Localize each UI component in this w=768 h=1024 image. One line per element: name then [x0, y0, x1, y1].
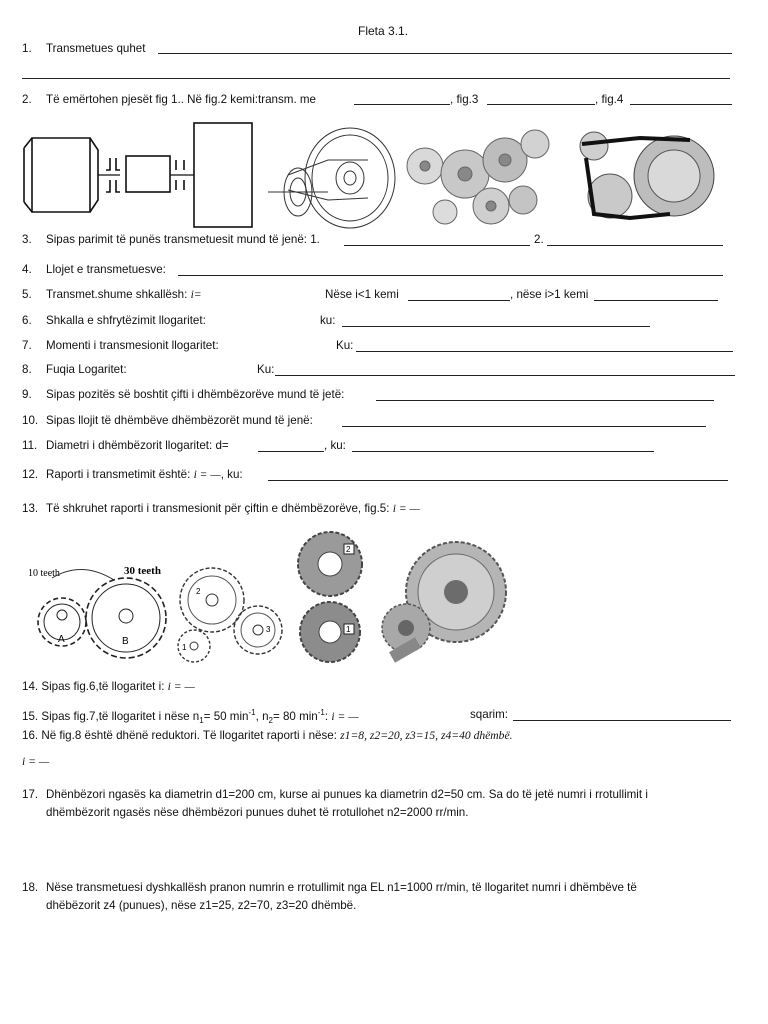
fig5-left-label: 10 teeth — [28, 568, 60, 579]
fig5-right-label: 30 teeth — [124, 565, 161, 577]
question-number: 13. — [22, 502, 39, 515]
answer-line[interactable] — [342, 426, 706, 427]
gear-2-label: 2 — [196, 587, 201, 596]
ku-label: Ku: — [257, 363, 275, 376]
question-text: Raporti i transmetimit është: — [46, 468, 191, 481]
answer-line[interactable] — [352, 451, 654, 452]
question-text: Transmet.shume shkallësh: — [46, 288, 188, 301]
teeth-values: z1=8, z2=20, z3=15, z4=40 dhëmbë. — [340, 729, 513, 742]
question-text: Llojet e transmetuesve: — [46, 263, 166, 276]
question-2 — [22, 93, 316, 106]
question-9 — [22, 388, 344, 401]
condition-text: Nëse i<1 kemi — [325, 288, 399, 301]
gear-a-label: A — [58, 634, 65, 645]
question-text: Momenti i transmesionit llogaritet: — [46, 339, 219, 352]
question-18 — [22, 881, 637, 894]
answer-line[interactable] — [258, 451, 324, 452]
fig4-label: , fig.4 — [595, 93, 624, 106]
fig3-gear-train-image — [405, 124, 553, 228]
question-13 — [22, 502, 420, 515]
question-text: Diametri i dhëmbëzorit llogaritet: d= — [46, 439, 229, 452]
question-number: 5. — [22, 288, 32, 301]
question-number: 1. — [22, 42, 32, 55]
question-text: Shkalla e shfrytëzimit llogaritet: — [46, 314, 206, 327]
question-4 — [22, 263, 166, 276]
ratio-symbol: i= — [190, 288, 202, 301]
question-text: 16. Në fig.8 është dhënë reduktori. Të llogaritet raporti i nëse: — [22, 729, 337, 742]
fig4-belt-drive-image — [570, 126, 708, 228]
colon: : — [324, 709, 329, 723]
fig3-label: , fig.3 — [450, 93, 479, 106]
question-11 — [22, 439, 229, 452]
ratio-formula: i = — — [392, 502, 420, 515]
gear-1-label: 1 — [182, 643, 187, 652]
answer-line[interactable] — [178, 275, 723, 276]
n2-value: = 80 min — [272, 709, 318, 723]
ku-label: , ku: — [324, 439, 346, 452]
answer-line[interactable] — [376, 400, 714, 401]
n1-value: = 50 min — [203, 709, 249, 723]
answer-line[interactable] — [22, 78, 730, 79]
answer-line[interactable] — [356, 351, 733, 352]
answer-line[interactable] — [275, 375, 735, 376]
question-8 — [22, 363, 127, 376]
question-16 — [22, 729, 513, 742]
fig2-gear-drawing — [268, 120, 400, 230]
n2-exponent: -1 — [317, 708, 325, 717]
question-number: 8. — [22, 363, 32, 376]
question-17 — [22, 788, 648, 801]
question-14 — [22, 680, 195, 693]
fig8-reducer-image — [376, 528, 506, 668]
answer-line[interactable] — [342, 326, 650, 327]
question-text: Sipas parimit të punës transmetuesit mund të jenë: 1. — [46, 233, 320, 246]
question-number: 10. — [22, 414, 39, 427]
gear-b-label: B — [122, 636, 129, 647]
answer-line[interactable] — [408, 300, 510, 301]
answer-line[interactable] — [344, 245, 530, 246]
gear-3-label: 3 — [266, 625, 271, 634]
question-text: Të shkruhet raporti i transmesionit për çiftin e dhëmbëzorëve, fig.5: — [46, 502, 390, 515]
question-6 — [22, 314, 206, 327]
fig7-gear-pair-image — [292, 528, 370, 666]
ku-label: , ku: — [220, 468, 243, 481]
page-title: Fleta 3.1. — [358, 24, 409, 38]
question-15 — [22, 708, 359, 725]
ratio-formula: i = — — [193, 468, 221, 481]
answer-line[interactable] — [630, 104, 732, 105]
question-text: Sipas llojit të dhëmbëve dhëmbëzorët mund të jenë: — [46, 414, 313, 427]
n2-subscript: 2 — [268, 716, 273, 726]
question-text: 14. Sipas fig.6,të llogaritet i: — [22, 680, 165, 693]
answer-line[interactable] — [354, 104, 450, 105]
question-line-2: dhëmbëzorit ngasës nëse dhëmbëzori punues duhet të rrotullohet n2=2000 rr/min. — [46, 806, 469, 819]
question-line-1: Nëse transmetuesi dyshkallësh pranon numrin e rrotullimit nga EL n1=1000 rr/min, të llogaritet numri i dhëmbëve të — [46, 881, 637, 894]
question-5 — [22, 288, 202, 301]
question-3 — [22, 233, 320, 246]
ku-label: ku: — [320, 314, 336, 327]
answer-line[interactable] — [547, 245, 723, 246]
question-number: 17. — [22, 788, 39, 801]
question-1 — [22, 42, 145, 55]
fig6-gear-train-diagram — [174, 560, 284, 666]
question-text: Fuqia Logaritet: — [46, 363, 127, 376]
question-number: 4. — [22, 263, 32, 276]
answer-line[interactable] — [158, 53, 732, 54]
question-text: 15. Sipas fig.7,të llogaritet i nëse n — [22, 709, 200, 723]
fig1-shaft-coupling-diagram — [20, 118, 260, 230]
ratio-formula: i = — — [331, 709, 359, 723]
answer-line[interactable] — [487, 104, 595, 105]
question-12 — [22, 468, 243, 481]
question-number: 3. — [22, 233, 32, 246]
fig5-gear-pair-diagram — [22, 560, 170, 662]
ratio-formula: i = — — [22, 755, 50, 768]
n1-exponent: -1 — [248, 708, 256, 717]
answer-line[interactable] — [594, 300, 718, 301]
n1-subscript: 1 — [199, 716, 204, 726]
ku-label: Ku: — [336, 339, 354, 352]
question-10 — [22, 414, 313, 427]
answer-line[interactable] — [268, 480, 728, 481]
answer-line[interactable] — [513, 720, 731, 721]
question-number: 18. — [22, 881, 39, 894]
question-7 — [22, 339, 219, 352]
question-text: Transmetues quhet — [46, 42, 146, 55]
gear-1-label: 1 — [346, 625, 351, 634]
question-number: 11. — [22, 439, 38, 452]
sqarim-label: sqarim: — [470, 708, 509, 721]
question-line-1: Dhënbëzori ngasës ka diametrin d1=200 cm, kurse ai punues ka diametrin d2=50 cm. Sa do të jetë numri i rrotullimit i — [46, 788, 648, 801]
gear-2-label: 2 — [346, 545, 351, 554]
question-number: 2. — [22, 93, 32, 106]
question-number: 12. — [22, 468, 39, 481]
condition-text-2: , nëse i>1 kemi — [510, 288, 589, 301]
option-2-label: 2. — [534, 233, 544, 246]
question-number: 9. — [22, 388, 32, 401]
n2-text: , n — [255, 709, 269, 723]
question-number: 6. — [22, 314, 32, 327]
ratio-formula: i = — — [167, 680, 195, 693]
question-text: Sipas pozitës së boshtit çifti i dhëmbëzorëve mund të jetë: — [46, 388, 345, 401]
question-number: 7. — [22, 339, 32, 352]
question-text: Të emërtohen pjesët fig 1.. Në fig.2 kemi:transm. me — [46, 93, 316, 106]
question-line-2: dhëbëzorit z4 (punues), nëse z1=25, z2=70, z3=20 dhëmbë. — [46, 899, 357, 912]
